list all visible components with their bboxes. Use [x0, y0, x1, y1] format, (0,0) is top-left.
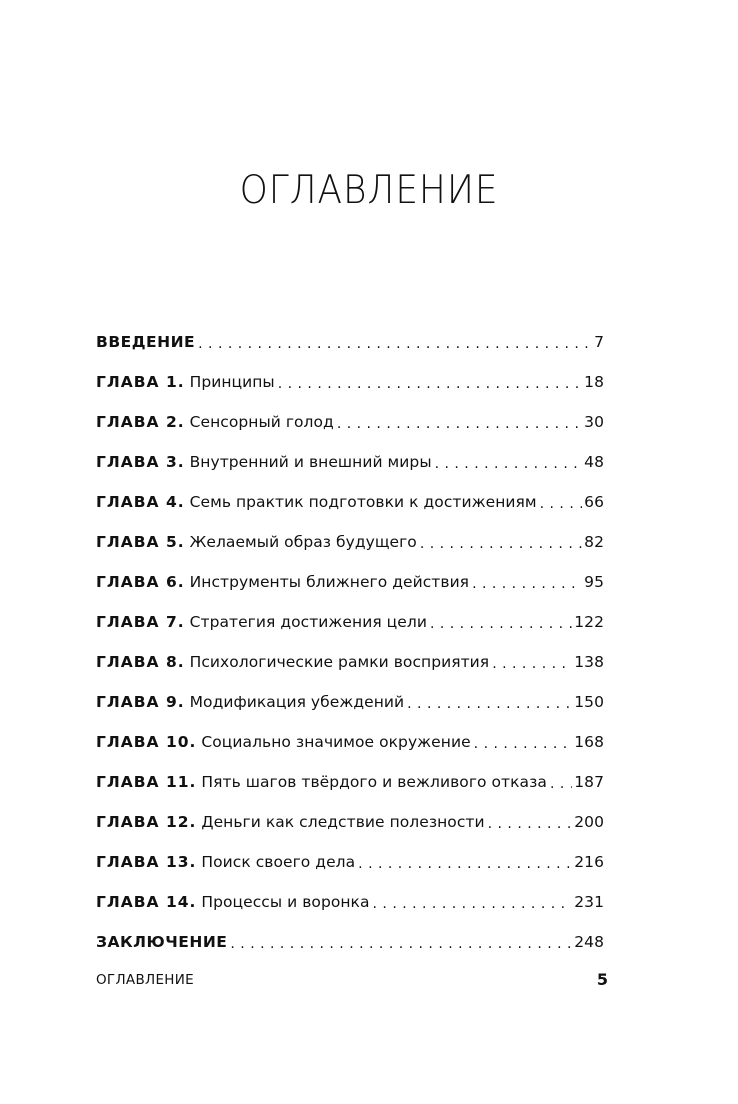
- toc-page-number: 18: [584, 373, 604, 391]
- toc-entry-label: [96, 693, 404, 711]
- toc-entry-chapter-13[interactable]: [96, 842, 604, 882]
- toc-entry-label: [96, 493, 537, 511]
- toc-page-number: 150: [574, 693, 604, 711]
- toc-entry-title: ЗАКЛЮЧЕНИЕ: [96, 933, 228, 951]
- toc-entry-title: Социально значимое окружение: [201, 733, 471, 751]
- toc-page-number: 200: [574, 813, 604, 831]
- toc-entry-chapter-12[interactable]: [96, 802, 604, 842]
- dot-leader: [373, 893, 573, 913]
- toc-entry-label: [96, 853, 355, 871]
- toc-entry-title: Сенсорный голод: [189, 413, 334, 431]
- dot-leader: [337, 413, 582, 433]
- toc-entry-chapter-9[interactable]: [96, 682, 604, 722]
- toc-entry-chapter-6[interactable]: [96, 562, 604, 602]
- toc-entry-label: [96, 413, 334, 431]
- page-title: ОГЛАВЛЕНИЕ: [239, 168, 499, 213]
- toc-entry-label: [96, 653, 489, 671]
- toc-page-number: 216: [574, 853, 604, 871]
- toc-entry-chapter-1[interactable]: [96, 362, 604, 402]
- toc-page-number: 122: [574, 613, 604, 631]
- toc-chapter-number: ГЛАВА 4.: [96, 493, 185, 511]
- toc-entry-title: Инструменты ближнего действия: [189, 573, 470, 591]
- dot-leader: [550, 773, 572, 793]
- dot-leader: [492, 653, 572, 673]
- toc-page-number: 30: [584, 413, 604, 431]
- toc-chapter-number: ГЛАВА 14.: [96, 893, 197, 911]
- page-number: 5: [596, 970, 608, 989]
- toc-entry-label: [96, 333, 195, 351]
- toc-chapter-number: ГЛАВА 7.: [96, 613, 185, 631]
- toc-chapter-number: ГЛАВА 5.: [96, 533, 185, 551]
- toc-entry-label: [96, 773, 547, 791]
- toc-entry-title: Процессы и воронка: [201, 893, 370, 911]
- toc-page-number: 168: [574, 733, 604, 751]
- toc-entry-label: [96, 453, 432, 471]
- toc-entry-label: [96, 733, 471, 751]
- toc-page-number: 248: [574, 933, 604, 951]
- toc-entry-title: Модификация убеждений: [189, 693, 405, 711]
- toc-page-number: 95: [584, 573, 604, 591]
- toc-entry-chapter-11[interactable]: [96, 762, 604, 802]
- dot-leader: [430, 613, 572, 633]
- toc-entry-conclusion[interactable]: [96, 922, 604, 962]
- toc-entry-label: [96, 533, 417, 551]
- toc-entry-chapter-3[interactable]: [96, 442, 604, 482]
- table-of-contents: [96, 322, 604, 962]
- toc-entry-chapter-4[interactable]: [96, 482, 604, 522]
- dot-leader: [358, 853, 572, 873]
- toc-entry-title: Психологические рамки восприятия: [189, 653, 490, 671]
- toc-entry-label: [96, 933, 227, 951]
- toc-entry-title: Внутренний и внешний миры: [189, 453, 432, 471]
- toc-page-number: 138: [574, 653, 604, 671]
- dot-leader: [198, 333, 592, 353]
- dot-leader: [488, 813, 573, 833]
- toc-entry-title: Желаемый образ будущего: [189, 533, 417, 551]
- toc-entry-chapter-14[interactable]: [96, 882, 604, 922]
- toc-entry-title: Семь практик подготовки к достижениям: [189, 493, 537, 511]
- toc-chapter-number: ГЛАВА 2.: [96, 413, 185, 431]
- toc-chapter-number: ГЛАВА 12.: [96, 813, 197, 831]
- toc-chapter-number: ГЛАВА 6.: [96, 573, 185, 591]
- dot-leader: [540, 493, 583, 513]
- toc-entry-title: Поиск своего дела: [201, 853, 356, 871]
- toc-page-number: 82: [584, 533, 604, 551]
- toc-entry-introduction[interactable]: [96, 322, 604, 362]
- toc-page-number: 7: [594, 333, 604, 351]
- dot-leader: [474, 733, 573, 753]
- dot-leader: [435, 453, 583, 473]
- toc-entry-chapter-10[interactable]: [96, 722, 604, 762]
- toc-entry-title: ВВЕДЕНИЕ: [96, 333, 196, 351]
- dot-leader: [230, 933, 572, 953]
- dot-leader: [420, 533, 582, 553]
- toc-page-number: 187: [574, 773, 604, 791]
- toc-chapter-number: ГЛАВА 11.: [96, 773, 197, 791]
- toc-chapter-number: ГЛАВА 3.: [96, 453, 185, 471]
- toc-chapter-number: ГЛАВА 10.: [96, 733, 197, 751]
- toc-chapter-number: ГЛАВА 9.: [96, 693, 185, 711]
- toc-entry-chapter-2[interactable]: [96, 402, 604, 442]
- toc-chapter-number: ГЛАВА 1.: [96, 373, 185, 391]
- dot-leader: [278, 373, 582, 393]
- dot-leader: [472, 573, 582, 593]
- running-head: ОГЛАВЛЕНИЕ: [96, 971, 194, 988]
- toc-entry-label: [96, 573, 469, 591]
- toc-entry-chapter-5[interactable]: [96, 522, 604, 562]
- toc-entry-chapter-8[interactable]: [96, 642, 604, 682]
- toc-entry-label: [96, 813, 485, 831]
- toc-page-number: 48: [584, 453, 604, 471]
- toc-entry-label: [96, 893, 370, 911]
- toc-chapter-number: ГЛАВА 8.: [96, 653, 185, 671]
- toc-entry-chapter-7[interactable]: [96, 602, 604, 642]
- toc-entry-title: Пять шагов твёрдого и вежливого отказа: [201, 773, 547, 791]
- toc-entry-title: Принципы: [189, 373, 275, 391]
- toc-page-number: 66: [584, 493, 604, 511]
- page-footer: [96, 970, 608, 989]
- toc-page-number: 231: [574, 893, 604, 911]
- toc-entry-title: Стратегия достижения цели: [189, 613, 427, 631]
- toc-entry-title: Деньги как следствие полезности: [201, 813, 485, 831]
- toc-entry-label: [96, 613, 427, 631]
- dot-leader: [407, 693, 572, 713]
- toc-entry-label: [96, 373, 275, 391]
- toc-chapter-number: ГЛАВА 13.: [96, 853, 197, 871]
